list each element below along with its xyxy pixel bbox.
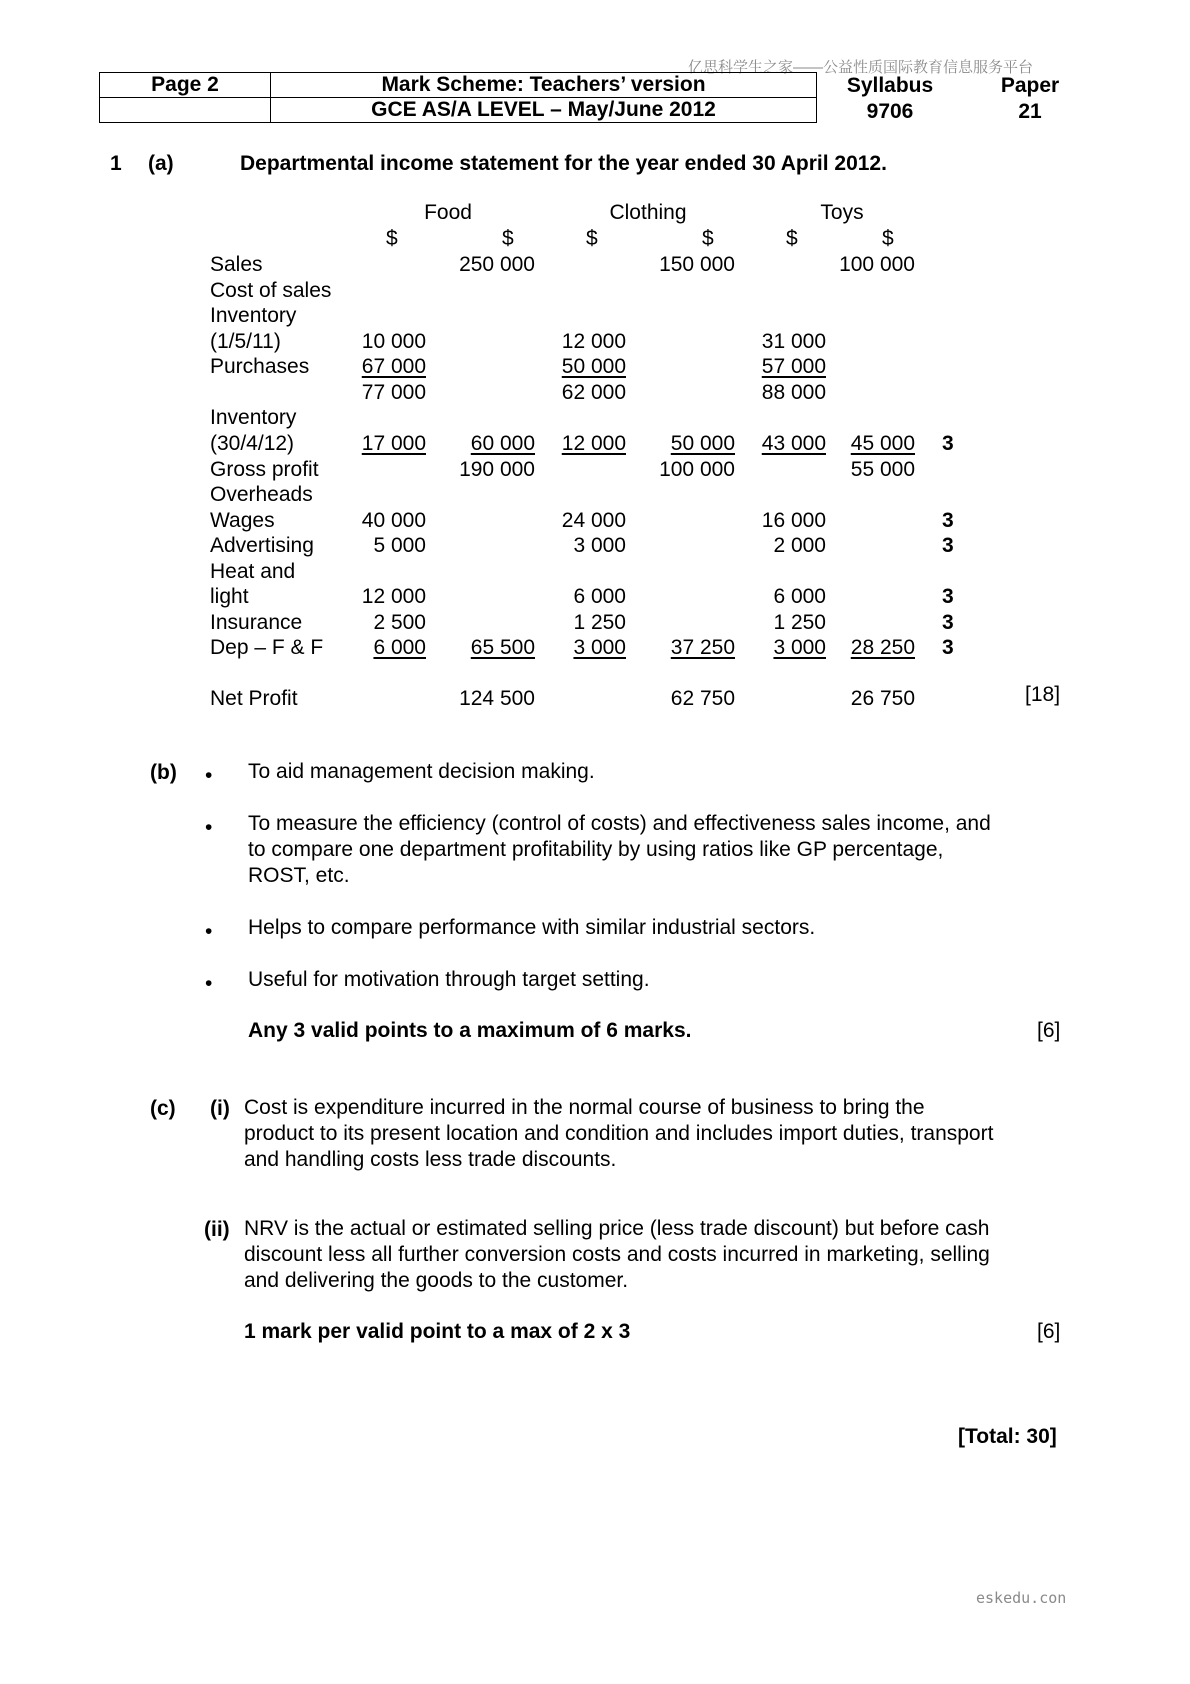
- wages-toys: 16 000: [761, 509, 826, 532]
- currency-symbol: $: [702, 227, 714, 250]
- bullet-icon: •: [205, 920, 213, 943]
- inv-close-toys-total: 45 000: [850, 432, 915, 455]
- row-label-inventory: Inventory: [210, 304, 297, 327]
- currency-symbol: $: [502, 227, 514, 250]
- gross-profit-food: 190 000: [459, 458, 535, 481]
- currency-symbol: $: [882, 227, 894, 250]
- gross-profit-clothing: 100 000: [659, 458, 735, 481]
- watermark-text: 亿思科学生之家——公益性质国际教育信息服务平台: [688, 59, 1034, 76]
- subtotal-toys: 88 000: [761, 381, 826, 404]
- mark-value: 3: [942, 611, 954, 634]
- row-label-net-profit: Net Profit: [210, 687, 298, 710]
- syllabus-value: 9706: [866, 100, 914, 123]
- gross-profit-toys: 55 000: [850, 458, 915, 481]
- insurance-clothing: 1 250: [573, 611, 626, 634]
- net-profit-clothing: 62 750: [670, 687, 735, 710]
- header-empty-cell: [100, 98, 271, 123]
- bullet-icon: •: [205, 764, 213, 787]
- subtotal-clothing: 62 000: [561, 381, 626, 404]
- page-number: Page 2: [100, 73, 271, 98]
- inv-open-food: 10 000: [361, 330, 426, 353]
- row-label-depreciation: Dep – F & F: [210, 636, 324, 659]
- row-label-purchases: Purchases: [210, 355, 310, 378]
- row-label-inventory-date: (30/4/12): [210, 432, 295, 455]
- currency-symbol: $: [586, 227, 598, 250]
- advertising-toys: 2 000: [773, 534, 826, 557]
- dep-clothing-total: 37 250: [670, 636, 735, 659]
- paper-label: Paper: [1000, 74, 1060, 97]
- currency-symbol: $: [386, 227, 398, 250]
- part-c-i-text: Cost is expenditure incurred in the normal course of business to bring the product to its present location and condition and includes import duties, transport and handling costs less trade discounts.: [244, 1096, 994, 1171]
- syllabus-label: Syllabus: [846, 74, 934, 97]
- sales-toys-total: 100 000: [839, 253, 915, 276]
- row-label-insurance: Insurance: [210, 611, 303, 634]
- part-c-marking-note: 1 mark per valid point to a max of 2 x 3: [244, 1320, 631, 1343]
- wages-food: 40 000: [361, 509, 426, 532]
- footer-site-text: eskedu.con: [976, 1589, 1067, 1607]
- row-label-overheads: Overheads: [210, 483, 313, 506]
- part-c-i-label: (i): [210, 1097, 230, 1120]
- dept-heading-toys: Toys: [820, 201, 864, 224]
- question-total: [Total: 30]: [958, 1425, 1057, 1448]
- wages-clothing: 24 000: [561, 509, 626, 532]
- bullet-icon: •: [205, 972, 213, 995]
- row-label-advertising: Advertising: [210, 534, 314, 557]
- sales-food-total: 250 000: [459, 253, 535, 276]
- row-label-heat-and: Heat and: [210, 560, 296, 583]
- purchases-clothing: 50 000: [561, 355, 626, 378]
- dep-toys-total: 28 250: [850, 636, 915, 659]
- purchases-food: 67 000: [361, 355, 426, 378]
- advertising-clothing: 3 000: [573, 534, 626, 557]
- mark-value: 3: [942, 585, 954, 608]
- dep-clothing: 3 000: [573, 636, 626, 659]
- mark-value: 3: [942, 534, 954, 557]
- dept-heading-food: Food: [424, 201, 472, 224]
- purchases-toys: 57 000: [761, 355, 826, 378]
- inv-close-clothing: 12 000: [561, 432, 626, 455]
- header-title-line1: Mark Scheme: Teachers’ version: [271, 73, 817, 98]
- row-label-sales: Sales: [210, 253, 263, 276]
- row-label-cost-of-sales: Cost of sales: [210, 279, 332, 302]
- part-b-marking-note: Any 3 valid points to a maximum of 6 marks.: [248, 1019, 692, 1042]
- part-b-point: Helps to compare performance with similar industrial sectors.: [248, 916, 816, 939]
- part-c-marks: [6]: [1037, 1320, 1061, 1343]
- part-b-point: Useful for motivation through target setting.: [248, 968, 650, 991]
- part-b-label: (b): [150, 761, 177, 784]
- mark-value: 3: [942, 509, 954, 532]
- dept-heading-clothing: Clothing: [609, 201, 687, 224]
- insurance-toys: 1 250: [773, 611, 826, 634]
- net-profit-toys: 26 750: [850, 687, 915, 710]
- mark-value: 3: [942, 432, 954, 455]
- part-c-ii-text: NRV is the actual or estimated selling price (less trade discount) but before cash discount less all further conversion costs and costs incurred in marketing, selling and delivering the goods to the customer.: [244, 1217, 990, 1292]
- row-label-inventory: Inventory: [210, 406, 297, 429]
- header-title-line2: GCE AS/A LEVEL – May/June 2012: [271, 98, 817, 123]
- question-number: 1: [110, 152, 122, 175]
- part-c-ii-label: (ii): [204, 1218, 230, 1241]
- row-label-wages: Wages: [210, 509, 275, 532]
- dep-toys: 3 000: [773, 636, 826, 659]
- part-a-marks: [18]: [1025, 683, 1061, 706]
- heat-toys: 6 000: [773, 585, 826, 608]
- part-b-point: To aid management decision making.: [248, 760, 595, 783]
- row-label-inventory-date: (1/5/11): [210, 330, 281, 353]
- sales-clothing-total: 150 000: [659, 253, 735, 276]
- heat-food: 12 000: [361, 585, 426, 608]
- page-header: [99, 72, 817, 123]
- net-profit-food: 124 500: [459, 687, 535, 710]
- dep-food-total: 65 500: [470, 636, 535, 659]
- inv-close-food-total: 60 000: [470, 432, 535, 455]
- subtotal-food: 77 000: [361, 381, 426, 404]
- part-c-label: (c): [150, 1097, 176, 1120]
- part-b-marks: [6]: [1037, 1019, 1061, 1042]
- inv-close-clothing-total: 50 000: [670, 432, 735, 455]
- insurance-food: 2 500: [373, 611, 426, 634]
- row-label-gross-profit: Gross profit: [210, 458, 319, 481]
- part-a-title: Departmental income statement for the year ended 30 April 2012.: [240, 152, 887, 175]
- inv-close-food: 17 000: [361, 432, 426, 455]
- currency-symbol: $: [786, 227, 798, 250]
- part-b-point: To measure the efficiency (control of costs) and effectiveness sales income, and to compare one department profitability by using ratios like GP percentage, ROST, etc.: [248, 812, 991, 887]
- inv-open-toys: 31 000: [761, 330, 826, 353]
- heat-clothing: 6 000: [573, 585, 626, 608]
- paper-value: 21: [1018, 100, 1042, 123]
- inv-close-toys: 43 000: [761, 432, 826, 455]
- dep-food: 6 000: [373, 636, 426, 659]
- row-label-light: light: [210, 585, 249, 608]
- advertising-food: 5 000: [373, 534, 426, 557]
- bullet-icon: •: [205, 816, 213, 839]
- inv-open-clothing: 12 000: [561, 330, 626, 353]
- part-a-label: (a): [148, 152, 174, 175]
- mark-value: 3: [942, 636, 954, 659]
